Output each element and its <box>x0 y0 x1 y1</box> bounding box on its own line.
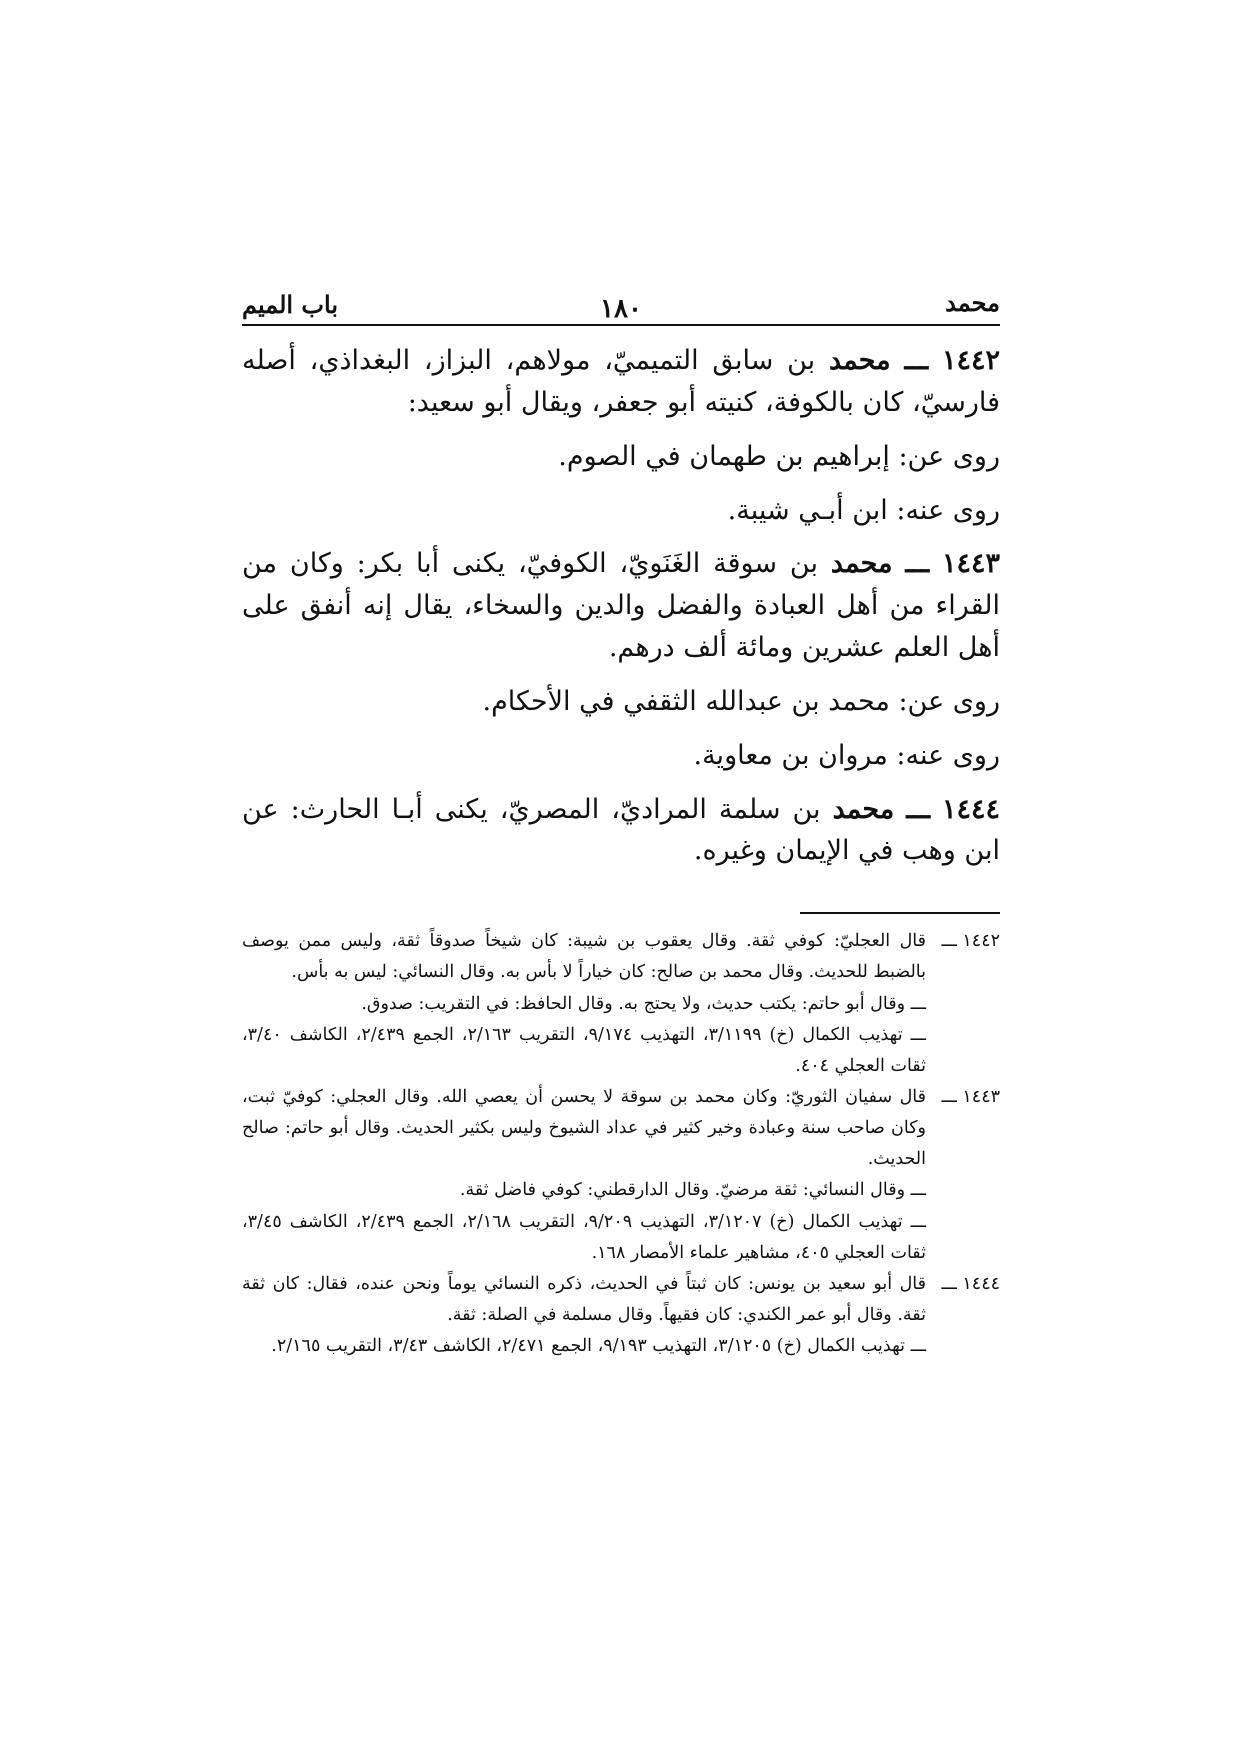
entry-text: بن سلمة المراديّ، المصريّ، يكنى أبـا الحارث: عن ابن وهب في الإيمان وغيره. <box>242 793 1000 867</box>
footnote <box>242 926 1000 1082</box>
footnote-line: قال أبو سعيد بن يونس: كان ثبتاً في الحديث، ذكره النسائي يوماً ونحن عنده، فقال: كان ثقة ثقة. وقال أبو عمر الكندي: كان فقيهاً. وقال مسلمة في الصلة: ثقة. <box>242 1273 926 1325</box>
entry-heading <box>242 340 1000 424</box>
footnote <box>242 1082 1000 1269</box>
entry-text: بن سابق التميميّ، مولاهم، البزاز، البغداذي، أصله فارسيّ، كان بالكوفة، كنيته أبو جعفر، ويقال أبو سعيد: <box>242 345 1000 418</box>
footnote-body <box>242 1269 926 1362</box>
entry-name: محمد <box>832 793 895 825</box>
footnote-line: قال العجليّ: كوفي ثقة. وقال يعقوب بن شيبة: كان شيخاً صدوقاً ثقة، وليس ممن يوصف بالضبط للحديث. وقال محمد بن صالح: كان خياراً لا بأس به. وقال النسائي: ليس به بأس. <box>242 931 926 983</box>
entry-dash: ـــ <box>905 548 930 580</box>
footnote-line: ـــ تهذيب الكمال (خ) ٣/١٢٠٧، التهذيب ٩/٢٠٩، التقريب ٢/١٦٨، الجمع ٢/٤٣٩، الكاشف ٣/٤٥، ثقات العجلي ٤٠٥، مشاهير علماء الأمصار ١٦٨. <box>242 1211 927 1263</box>
narrated-by: روى عنه: مروان بن معاوية. <box>693 739 1000 771</box>
header-chapter-title: باب الميم <box>242 290 339 319</box>
footnote-body <box>242 1082 926 1269</box>
entry-number: ١٤٤٣ <box>941 548 1000 580</box>
book-page <box>242 268 1000 1588</box>
entry-dash: ـــ <box>904 345 929 376</box>
footnote-number: ١٤٤٢ ـــ <box>941 931 1000 952</box>
header-entry-name: محمد <box>945 288 1000 317</box>
footnote-divider <box>800 912 1000 914</box>
footnote-number: ١٤٤٣ ـــ <box>941 1086 1000 1107</box>
entry-name: محمد <box>830 548 893 580</box>
footnote-line: ـــ وقال النسائي: ثقة مرضيّ. وقال الدارقطني: كوفي فاضل ثقة. <box>459 1180 926 1201</box>
entry-dash: ـــ <box>906 793 930 825</box>
footnote <box>242 1269 1000 1362</box>
entries-section <box>242 340 1000 872</box>
footnotes-section <box>242 926 1000 1362</box>
narrated-from: روى عن: محمد بن عبدالله الثقفي في الأحكام. <box>482 685 1000 717</box>
page-number: ١٨٠ <box>600 294 642 324</box>
footnote-line: ـــ تهذيب الكمال (خ) ٣/١١٩٩، التهذيب ٩/١٧٤، التقريب ٢/١٦٣، الجمع ٢/٤٣٩، الكاشف ٣/٤٠، ثقات العجلي ٤٠٤. <box>242 1024 927 1076</box>
footnote-line: ـــ تهذيب الكمال (خ) ٣/١٢٠٥، التهذيب ٩/١٩٣، الجمع ٢/٤٧١، الكاشف ٣/٤٣، التقريب ٢/١٦٥. <box>271 1336 926 1357</box>
running-header <box>242 268 1000 326</box>
narrated-from: روى عن: إبراهيم بن طهمان في الصوم. <box>558 440 1000 472</box>
entry-number: ١٤٤٤ <box>941 793 1000 825</box>
entry-name: محمد <box>828 345 891 376</box>
footnote-body <box>242 926 926 1082</box>
narrated-by: روى عنه: ابن أبـي شيبة. <box>727 494 1000 526</box>
entry-text: بن سوقة الغَنَويّ، الكوفيّ، يكنى أبا بكر: وكان من القراء من أهل العبادة والفضل والدين والسخاء، يقال إنه أنفق على أهل العلم عشرين ومائة ألف درهم. <box>242 548 1000 664</box>
entry-number: ١٤٤٢ <box>941 345 1000 376</box>
footnote-line: ـــ وقال أبو حاتم: يكتب حديث، ولا يحتج به. وقال الحافظ: في التقريب: صدوق. <box>361 993 926 1014</box>
entry-heading <box>242 543 1000 669</box>
footnote-line: قال سفيان الثوريّ: وكان محمد بن سوقة لا يحسن أن يعصي الله. وقال العجلي: كوفيّ ثبت، وكان صاحب سنة وعبادة وخير كثير في عداد الشيوخ وليس بكثير الحديث. وقال أبو حاتم: صالح الحديث. <box>242 1086 926 1170</box>
footnote-number: ١٤٤٤ ـــ <box>941 1273 1000 1294</box>
entry-heading <box>242 789 1000 873</box>
